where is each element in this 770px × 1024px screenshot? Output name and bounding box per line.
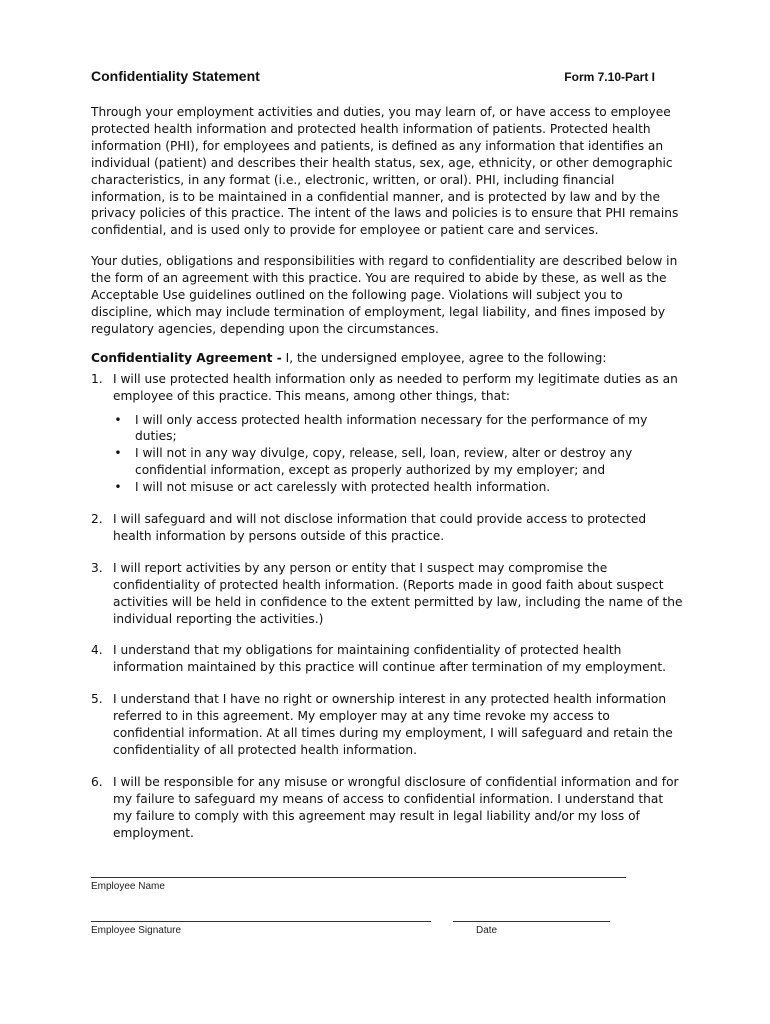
- date-line[interactable]: [453, 921, 610, 922]
- sub-list: [113, 412, 683, 497]
- item-text: I will be responsible for any misuse or wrongful disclosure of confidential information and for my failure to safeguard my means of access to confidential information. I understand that my failure to comply with this agreement may result in legal liability and/or my loss of employment.: [113, 774, 679, 840]
- item-text: I will use protected health information only as needed to perform my legitimate duties as an employee of this practice. This means, among other things, that:: [113, 371, 678, 403]
- document-title: Confidentiality Statement: [91, 68, 260, 84]
- agreement-item: [91, 691, 683, 759]
- sub-item: [113, 412, 683, 446]
- date-label: Date: [476, 925, 498, 936]
- item-text: I will report activities by any person or entity that I suspect may compromise the confidentiality of protected health information. (Reports made in good faith about suspect activities will be held in confidence to the extent permitted by law, including the name of the individual reporting the activities.): [113, 560, 683, 626]
- item-number: 1.: [91, 371, 103, 386]
- agreement-heading: [91, 350, 683, 367]
- item-number: 6.: [91, 774, 103, 789]
- employee-signature-line[interactable]: [91, 921, 431, 922]
- intro-paragraph-1: Through your employment activities and duties, you may learn of, or have access to employee protected health information and protected health information of patients. Protected health information (PHI), for employees and patients, is defined as any information that identifies an individual (patient) and describes their health status, sex, age, ethnicity, or other demographic characteristics, in any format (i.e., electronic, written, or oral). PHI, including financial information, is to be maintained in a confidential manner, and is protected by law and by the privacy policies of this practice. The intent of the laws and policies is to ensure that PHI remains confidential, and is used only to provide for employee or patient care and services.: [91, 105, 679, 238]
- item-text: I will safeguard and will not disclose information that could provide access to protected health information by persons outside of this practice.: [113, 512, 647, 543]
- agreement-item: [91, 560, 683, 628]
- bullet-icon: •: [114, 480, 122, 495]
- agreement-heading-text: I, the undersigned employee, agree to the following:: [281, 350, 607, 365]
- sub-item: [113, 445, 683, 479]
- agreement-list: [91, 371, 683, 842]
- intro-paragraph-2: Your duties, obligations and responsibilities with regard to confidentiality are described below in the form of an agreement with this practice. You are required to abide by these, as well as the Acceptable Use guidelines outlined on the following page. Violations will subject you to discipline, which may include termination of employment, legal liability, and fines imposed by regulatory agencies, depending upon the circumstances.: [91, 254, 678, 336]
- document-page: [91, 68, 683, 857]
- item-text: I understand that my obligations for maintaining confidentiality of protected health information maintained by this practice will continue after termination of my employment.: [113, 643, 667, 675]
- sub-item: [113, 479, 683, 496]
- bullet-icon: •: [114, 446, 122, 461]
- item-number: 4.: [91, 643, 103, 658]
- agreement-heading-bold: Confidentiality Agreement -: [91, 350, 282, 365]
- agreement-item: [91, 511, 683, 545]
- sub-item-text: I will not misuse or act carelessly with protected health information.: [135, 480, 551, 495]
- employee-signature-label: Employee Signature: [91, 925, 182, 936]
- item-number: 5.: [91, 692, 103, 707]
- item-number: 3.: [91, 560, 103, 575]
- agreement-item: [91, 371, 683, 496]
- sub-item-text: I will not in any way divulge, copy, release, sell, loan, review, alter or destroy any confidential information, except as properly authorized by my employer; and: [135, 446, 633, 478]
- agreement-item: [91, 774, 683, 842]
- document-header: [91, 68, 683, 90]
- bullet-icon: •: [114, 412, 122, 427]
- form-number: Form 7.10-Part I: [564, 70, 655, 84]
- item-number: 2.: [91, 512, 103, 527]
- agreement-item: [91, 642, 683, 676]
- employee-name-line[interactable]: [91, 877, 626, 878]
- sub-item-text: I will only access protected health information necessary for the performance of my duties;: [135, 412, 648, 444]
- item-text: I understand that I have no right or ownership interest in any protected health information referred to in this agreement. My employer may at any time revoke my access to confidential information. At all times during my employment, I will safeguard and retain the confidentiality of all protected health information.: [113, 692, 673, 757]
- employee-name-label: Employee Name: [91, 881, 165, 892]
